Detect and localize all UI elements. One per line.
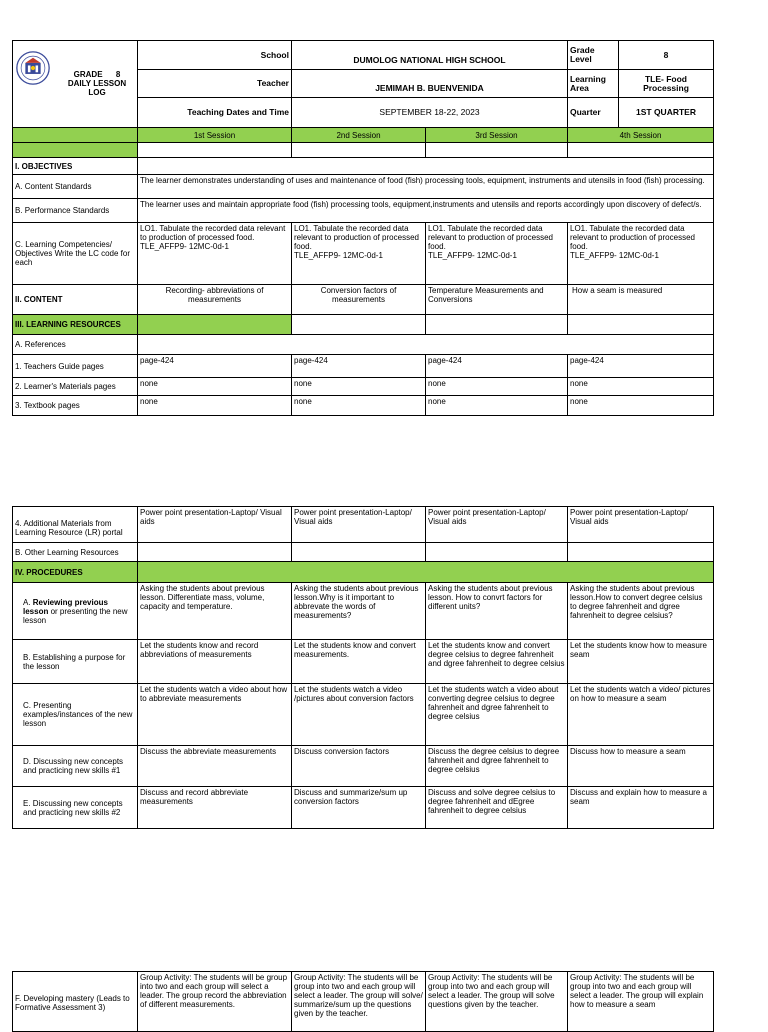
procedure-a-cell: Asking the students about previous lesson.How to convert degree celsius to degree fahrenheit and dgree fahrenheit to degree celsius? xyxy=(568,583,714,640)
additional-cell: Power point presentation-Laptop/ Visual aids xyxy=(138,507,292,543)
procedure-f-label: F. Developing mastery (Leads to Formative Assessment 3) xyxy=(13,972,138,1032)
grade-line: GRADE 8 xyxy=(73,70,121,79)
tg-cell: page-424 xyxy=(426,355,568,378)
procedure-c-cell: Let the students watch a video /pictures about conversion factors xyxy=(292,684,426,746)
procedure-b-cell: Let the students know how to measure seam xyxy=(568,640,714,684)
content-standards-value: The learner demonstrates understanding of uses and maintenance of food (fish) processing tools, equipment, instruments and utensils in food (fish) processing. xyxy=(138,175,714,199)
competency-cell: LO1. Tabulate the recorded data relevant to production of processed food. TLE_AFFP9- 12MC-0d-1 xyxy=(138,223,292,285)
session-header-1: 1st Session xyxy=(138,128,292,143)
content-cell: How a seam is measured xyxy=(568,285,714,315)
dates-label: Teaching Dates and Time xyxy=(138,98,292,128)
lesson-table-page3 xyxy=(12,971,714,1032)
procedures-green-fill xyxy=(138,562,714,583)
tg-cell: page-424 xyxy=(138,355,292,378)
session-header-2: 2nd Session xyxy=(292,128,426,143)
tg-label: 1. Teachers Guide pages xyxy=(13,355,138,378)
procedure-a-label xyxy=(13,583,138,640)
additional-cell: Power point presentation-Laptop/ Visual aids xyxy=(568,507,714,543)
tb-cell: none xyxy=(138,396,292,416)
procedures-heading: IV. PROCEDURES xyxy=(13,562,138,583)
tb-cell: none xyxy=(568,396,714,416)
procedure-d-cell: Discuss how to measure a seam xyxy=(568,746,714,787)
procedure-e-cell: Discuss and solve degree celsius to degree fahrenheit and dEgree fahrenheit to degree celsius xyxy=(426,787,568,829)
procedure-b-cell: Let the students know and record abbreviations of measurements xyxy=(138,640,292,684)
learning-area-value: TLE- Food Processing xyxy=(619,70,714,98)
procedure-d-cell: Discuss conversion factors xyxy=(292,746,426,787)
procedure-a-rest: or presenting the new lesson xyxy=(23,606,128,625)
references-label: A. References xyxy=(13,335,138,355)
content-cell: Conversion factors of measurements xyxy=(292,285,426,315)
procedure-d-cell: Discuss the abbreviate measurements xyxy=(138,746,292,787)
lesson-table-page2 xyxy=(12,506,714,829)
deped-seal-icon xyxy=(16,51,50,85)
lesson-table-page1 xyxy=(12,127,714,416)
resources-heading: III. LEARNING RESOURCES xyxy=(13,315,138,335)
procedure-c-cell: Let the students watch a video about how to abbreviate measurements xyxy=(138,684,292,746)
other-resources-cell xyxy=(292,543,426,562)
dates-value: SEPTEMBER 18-22, 2023 xyxy=(292,98,568,128)
competency-cell: LO1. Tabulate the recorded data relevant to production of processed food. TLE_AFFP9- 12MC-0d-1 xyxy=(292,223,426,285)
tb-cell: none xyxy=(292,396,426,416)
other-resources-label: B. Other Learning Resources xyxy=(13,543,138,562)
competency-cell: LO1. Tabulate the recorded data relevant to production of processed food. TLE_AFFP9- 12MC-0d-1 xyxy=(426,223,568,285)
session-header-3: 3rd Session xyxy=(426,128,568,143)
dll-title-line1: DAILY LESSON xyxy=(67,79,127,88)
additional-materials-label: 4. Additional Materials from Learning Resource (LR) portal xyxy=(13,507,138,543)
procedure-c-cell: Let the students watch a video about converting degree celsius to degree fahrenheit and dgree fahrenheit to degree celsius xyxy=(426,684,568,746)
procedure-e-cell: Discuss and explain how to measure a seam xyxy=(568,787,714,829)
procedure-a-cell: Asking the students about previous lesson.Why is it important to abbrevate the words of measurements? xyxy=(292,583,426,640)
lm-cell: none xyxy=(568,378,714,396)
resources-heading-fill xyxy=(426,315,568,335)
spacer-cell xyxy=(426,143,568,158)
spacer-cell xyxy=(138,143,292,158)
procedure-e-label: E. Discussing new concepts and practicing new skills #2 xyxy=(13,787,138,829)
grade-level-label: Grade Level xyxy=(568,41,619,70)
content-cell: Temperature Measurements and Conversions xyxy=(426,285,568,315)
resources-heading-fill xyxy=(568,315,714,335)
procedure-b-cell: Let the students know and convert degree celsius to degree fahrenheit and dgree fahrenheit to degree celsius xyxy=(426,640,568,684)
other-resources-cell xyxy=(568,543,714,562)
quarter-label: Quarter xyxy=(568,98,619,128)
logo-cell xyxy=(13,41,138,128)
other-resources-cell xyxy=(138,543,292,562)
procedure-c-cell: Let the students watch a video/ pictures on how to measure a seam xyxy=(568,684,714,746)
procedure-b-cell: Let the students know and convert measurements. xyxy=(292,640,426,684)
competencies-label: C. Learning Competencies/ Objectives Write the LC code for each xyxy=(13,223,138,285)
school-value: DUMOLOG NATIONAL HIGH SCHOOL xyxy=(292,41,568,70)
procedure-e-cell: Discuss and summarize/sum up conversion factors xyxy=(292,787,426,829)
spacer-cell xyxy=(292,143,426,158)
performance-standards-label: B. Performance Standards xyxy=(13,199,138,223)
learning-area-label: Learning Area xyxy=(568,70,619,98)
teacher-value: JEMIMAH B. BUENVENIDA xyxy=(292,70,568,98)
procedure-a-prefix: A. xyxy=(23,597,33,607)
procedure-c-label: C. Presenting examples/instances of the new lesson xyxy=(13,684,138,746)
school-label: School xyxy=(138,41,292,70)
dll-title-line2: LOG xyxy=(88,88,106,97)
lm-cell: none xyxy=(426,378,568,396)
procedure-f-cell: Group Activity: The students will be group into two and each group will select a leader. The group will explain how to measure a seam xyxy=(568,972,714,1032)
tb-label: 3. Textbook pages xyxy=(13,396,138,416)
additional-cell: Power point presentation-Laptop/ Visual aids xyxy=(292,507,426,543)
procedure-d-cell: Discuss the degree celsius to degree fahrenheit and dgree fahrenheit to degree celsius xyxy=(426,746,568,787)
grade-level-value: 8 xyxy=(619,41,714,70)
objectives-heading: I. OBJECTIVES xyxy=(13,158,138,175)
content-heading: II. CONTENT xyxy=(13,285,138,315)
content-cell: Recording- abbreviations of measurements xyxy=(138,285,292,315)
session-header-blank xyxy=(13,128,138,143)
teacher-label: Teacher xyxy=(138,70,292,98)
content-standards-label: A. Content Standards xyxy=(13,175,138,199)
other-resources-cell xyxy=(426,543,568,562)
lm-cell: none xyxy=(138,378,292,396)
procedure-a-bold: Reviewing previous lesson xyxy=(23,597,108,616)
tg-cell: page-424 xyxy=(292,355,426,378)
procedure-f-cell: Group Activity: The students will be group into two and each group will select a leader. The group will solve questions given by the teacher. xyxy=(426,972,568,1032)
resources-green-fill xyxy=(138,315,292,335)
competency-cell: LO1. Tabulate the recorded data relevant to production of processed food. TLE_AFFP9- 12MC-0d-1 xyxy=(568,223,714,285)
performance-standards-value: The learner uses and maintain appropriate food (fish) processing tools, equipment,instruments and utensils and reports accordingly upon discovery of defect/s. xyxy=(138,199,714,223)
procedure-f-cell: Group Activity: The students will be group into two and each group will select a leader. The group record the abbreviation of different measurements. xyxy=(138,972,292,1032)
tb-cell: none xyxy=(426,396,568,416)
references-fill xyxy=(138,335,714,355)
header-table xyxy=(12,40,714,128)
tg-cell: page-424 xyxy=(568,355,714,378)
procedure-a-cell: Asking the students about previous lesson. Differentiate mass, volume, capacity and temperature. xyxy=(138,583,292,640)
procedure-b-label: B. Establishing a purpose for the lesson xyxy=(13,640,138,684)
lm-label: 2. Learner's Materials pages xyxy=(13,378,138,396)
resources-heading-fill xyxy=(292,315,426,335)
additional-cell: Power point presentation-Laptop/ Visual aids xyxy=(426,507,568,543)
lm-cell: none xyxy=(292,378,426,396)
quarter-value: 1ST QUARTER xyxy=(619,98,714,128)
procedure-f-cell: Group Activity: The students will be group into two and each group will select a leader. The group will solve/ summarize/sum up the questions given by the teacher. xyxy=(292,972,426,1032)
session-header-4: 4th Session xyxy=(568,128,714,143)
objectives-heading-fill xyxy=(138,158,714,175)
procedure-a-cell: Asking the students about previous lesson. How to convrt factors for different units? xyxy=(426,583,568,640)
procedure-e-cell: Discuss and record abbreviate measurements xyxy=(138,787,292,829)
procedure-d-label: D. Discussing new concepts and practicing new skills #1 xyxy=(13,746,138,787)
spacer-cell xyxy=(568,143,714,158)
green-spacer xyxy=(13,143,138,158)
